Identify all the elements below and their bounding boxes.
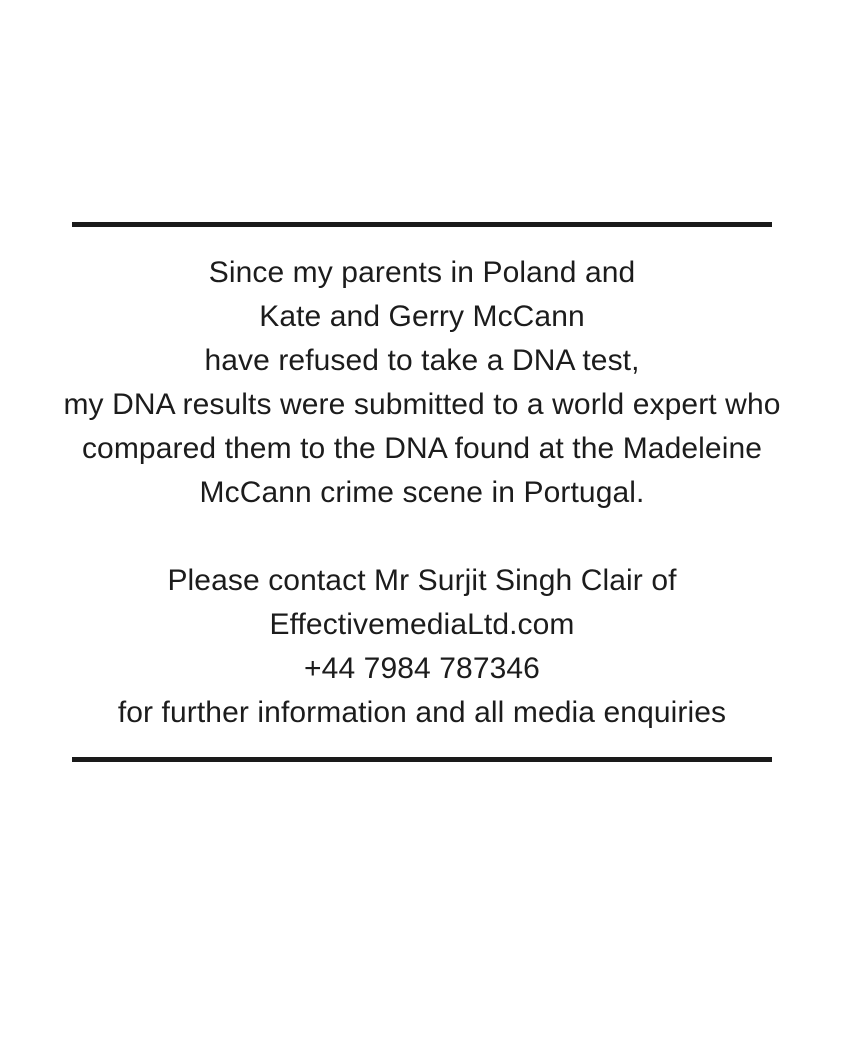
statement-paragraph-1 xyxy=(7,251,837,515)
statement-paragraph-2 xyxy=(7,559,837,735)
statement-line: Since my parents in Poland and xyxy=(208,256,636,289)
statement-block xyxy=(0,214,844,770)
top-divider xyxy=(72,222,772,227)
statement-line: compared them to the DNA found at the Madeleine xyxy=(81,432,763,465)
statement-text xyxy=(7,251,837,735)
contact-phone: +44 7984 787346 xyxy=(304,652,540,685)
contact-line: Please contact Mr Surjit Singh Clair of xyxy=(167,564,677,597)
statement-line: my DNA results were submitted to a world expert who xyxy=(63,388,781,421)
statement-line: McCann crime scene in Portugal. xyxy=(199,476,645,509)
statement-line: Kate and Gerry McCann xyxy=(259,300,585,333)
statement-line: have refused to take a DNA test, xyxy=(204,344,640,377)
contact-line: for further information and all media enquiries xyxy=(117,696,727,729)
paragraph-spacer xyxy=(7,515,837,559)
contact-website: EffectivemediaLtd.com xyxy=(269,608,575,641)
bottom-divider xyxy=(72,757,772,762)
